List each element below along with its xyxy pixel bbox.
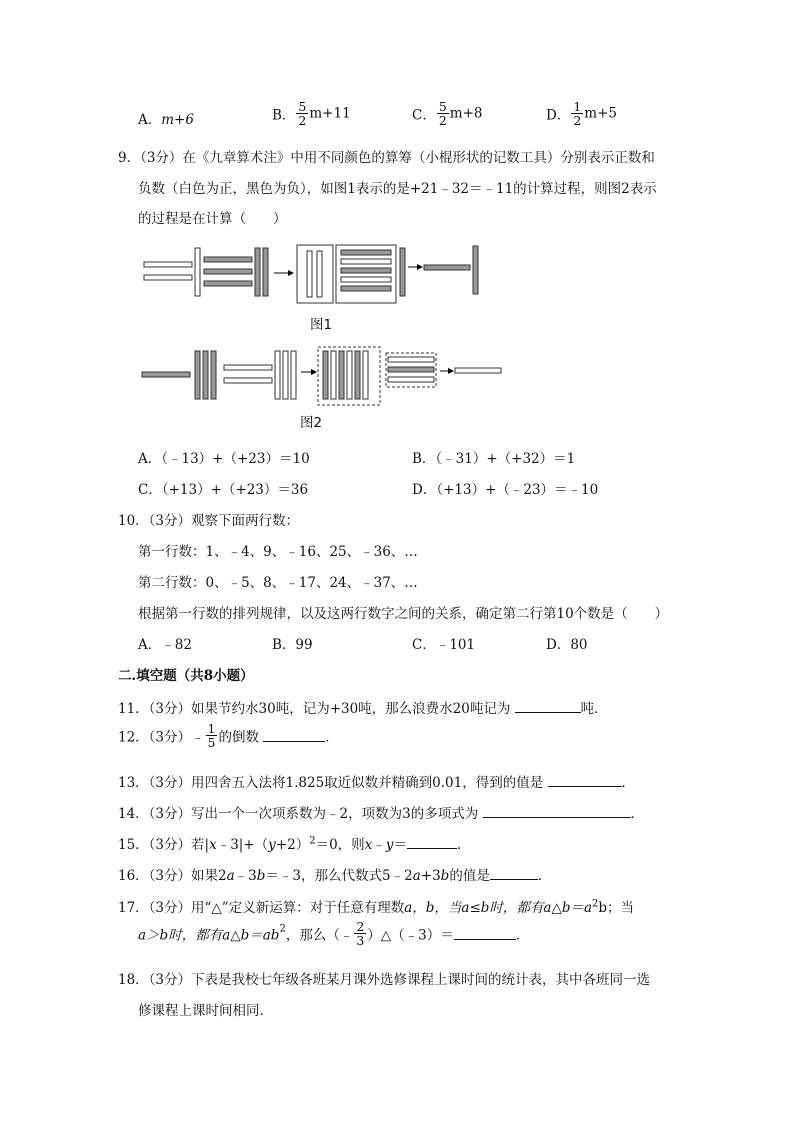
q16-answer-blank[interactable] [490,867,538,880]
q10-row1: 第一行数：1、﹣4、9、﹣16、25、﹣36、… [138,544,418,560]
q17-line2: a＞b时，都有$a\triangle b=ab^2$，那么（﹣ $\frac{2}{3}$ ）△（﹣3）＝ ． [138,919,530,949]
q10-option-c: C．﹣101 [412,637,476,653]
q8-option-c: C． $\frac{5}{2}$ m+8 [412,99,483,129]
q8-option-b: B． $\frac{5}{2}$ m+11 [272,99,351,129]
q11: 11．（3分）如果节约水30吨，记为+30吨，那么浪费水20吨记为 吨． [118,701,608,717]
q12: 12．（3分）﹣ $\frac{1}{5}$ 的倒数 ． [118,721,339,751]
q11-answer-blank[interactable] [515,700,581,713]
q10-option-a: A．﹣82 [138,637,192,653]
q9-line3: 的过程是在计算（ ） [138,211,287,227]
figure-2-counting-rods [140,345,505,407]
q10-row2: 第二行数：0、﹣5、8、﹣17、24、﹣37、… [138,575,418,591]
q10-option-d: D．80 [546,637,588,653]
q8-option-d: D． $\frac{1}{2}$ m+5 [546,99,617,129]
q12-answer-blank[interactable] [263,729,325,742]
q9-option-a: A．（﹣13）+（+23）＝10 [138,451,310,467]
q17-line1: 17．（3分）用“△”定义新运算：对于任意有理数a，b，当a≤b时，都有$a\triangle b=a^2b$；当 [118,898,635,916]
q13: 13．（3分）用四舍五入法将1.825取近似数并精确到0.01，得到的值是 ． [118,775,636,791]
q10-line4: 根据第一行数的排列规律，以及这两行数字之间的关系，确定第二行第10个数是（ ） [138,606,669,622]
figure-2-caption: 图2 [300,415,323,431]
figure-1-caption: 图1 [310,317,333,333]
q9-line2: 负数（白色为正，黑色为负），如图1表示的是+21﹣32＝﹣11的计算过程，则图2表示 [138,181,657,197]
q14-answer-blank[interactable] [483,805,631,818]
q17-answer-blank[interactable] [454,927,516,940]
q15-answer-blank[interactable] [407,836,457,849]
q13-answer-blank[interactable] [548,774,622,787]
q14: 14．（3分）写出一个一次项系数为﹣2，项数为3的多项式为 ． [118,806,644,822]
q18-line1: 18．（3分）下表是我校七年级各班某月课外选修课程上课时间的统计表，其中各班同一选 [118,972,651,988]
q9-option-c: C．（+13）+（+23）＝36 [138,482,309,498]
q9-option-d: D．（+13）+（﹣23）＝﹣10 [412,482,599,498]
q15: 15．（3分）若$|x﹣3|+(y+2)^2=0$，则x﹣y＝ ． [118,835,471,853]
q9-line1: 9．（3分）在《九章算术注》中用不同颜色的算筹（小棍形状的记数工具）分别表示正数和 [118,150,655,166]
q8-option-a: A．m+6 [138,112,194,128]
q10-line1: 10．（3分）观察下面两行数： [118,513,300,529]
figure-1-counting-rods [140,242,485,306]
q10-option-b: B．99 [272,637,313,653]
q16: 16．（3分）如果2a﹣3b＝﹣3，那么代数式5﹣2a+3b的值是 ． [118,868,552,884]
q9-option-b: B．（﹣31）+（+32）＝1 [412,451,576,467]
q18-line2: 修课程上课时间相同． [138,1003,273,1019]
section-2-title: 二.填空题（共8小题） [118,668,254,684]
